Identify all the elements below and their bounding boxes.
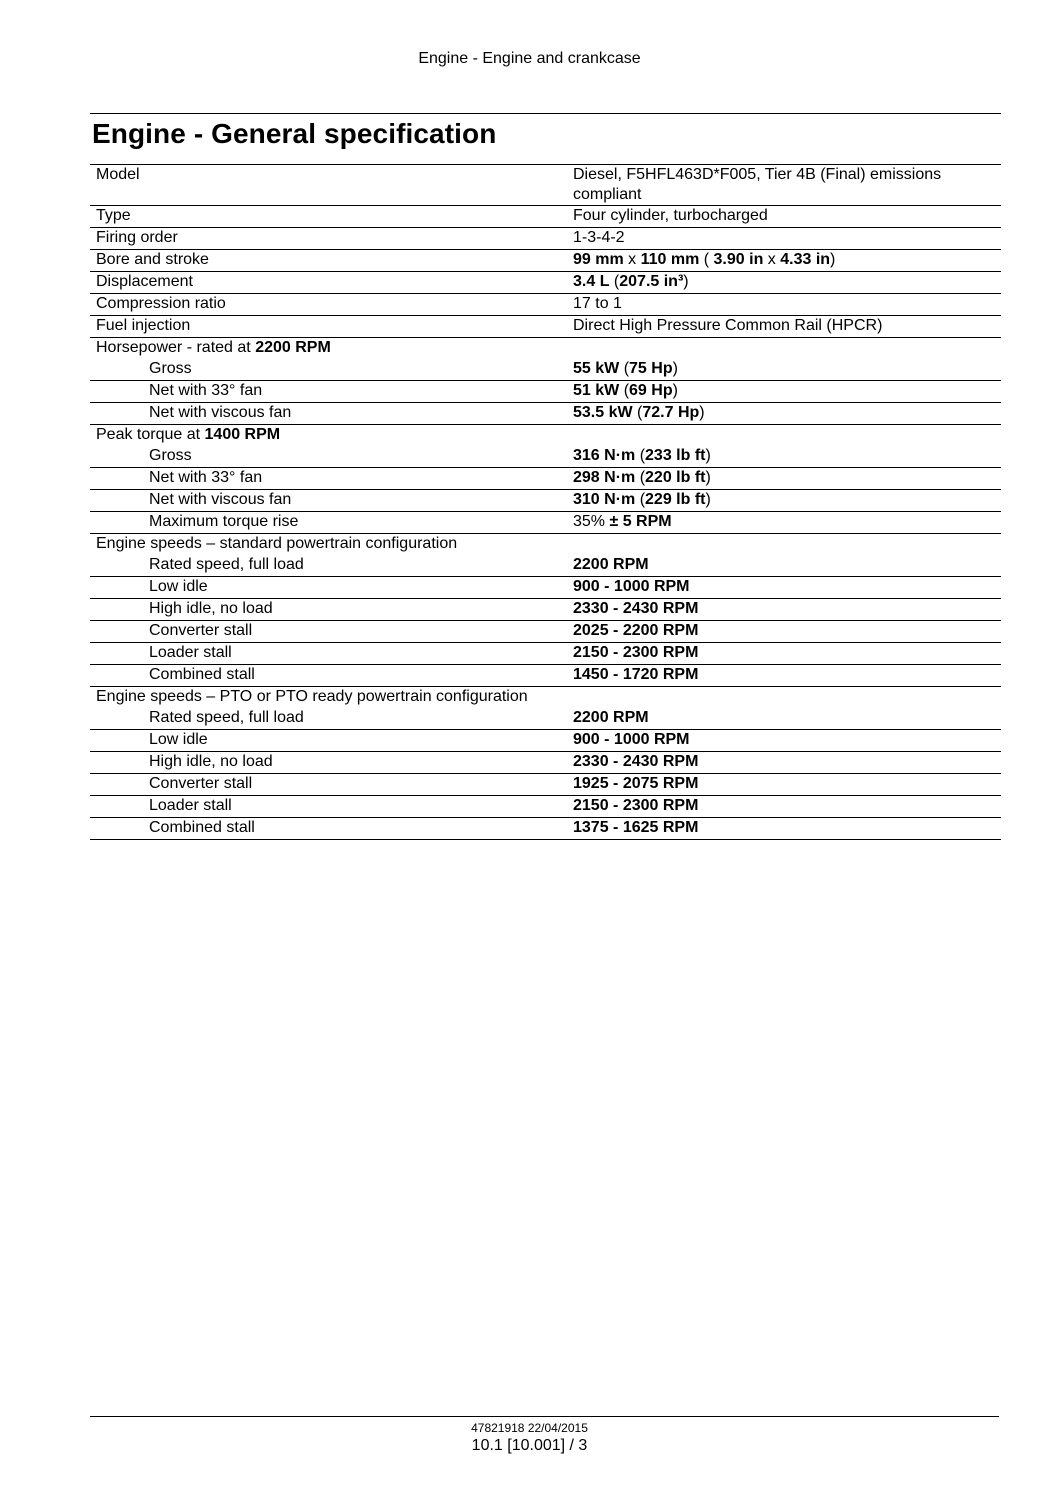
spec-value: 900 - 1000 RPM bbox=[573, 578, 690, 595]
title-rule bbox=[90, 113, 1001, 114]
table-row bbox=[90, 621, 1001, 643]
table-row bbox=[90, 468, 1001, 490]
spec-label: Net with viscous fan bbox=[149, 491, 292, 508]
table-row bbox=[90, 403, 1001, 425]
table-row bbox=[90, 165, 1001, 206]
spec-value: 51 kW (69 Hp) bbox=[573, 382, 678, 399]
spec-label: Net with viscous fan bbox=[149, 404, 292, 421]
table-row bbox=[90, 599, 1001, 621]
spec-label: Gross bbox=[149, 360, 192, 377]
group-label: Horsepower - rated at 2200 RPM bbox=[96, 339, 331, 356]
section-title: Engine - General specification bbox=[92, 118, 497, 149]
spec-label: Maximum torque rise bbox=[149, 513, 299, 530]
table-row bbox=[90, 272, 1001, 294]
table-row bbox=[90, 490, 1001, 512]
spec-label: Combined stall bbox=[149, 666, 255, 683]
footer-rule bbox=[90, 1416, 999, 1417]
spec-value: 99 mm x 110 mm ( 3.90 in x 4.33 in) bbox=[573, 251, 836, 268]
table-group-row bbox=[90, 534, 1001, 555]
group-label: Peak torque at 1400 RPM bbox=[96, 426, 281, 443]
table-row bbox=[90, 206, 1001, 228]
spec-value: 2200 RPM bbox=[573, 709, 649, 726]
spec-value: 1-3-4-2 bbox=[573, 229, 625, 246]
spec-value: Direct High Pressure Common Rail (HPCR) bbox=[573, 317, 883, 334]
spec-value: 1925 - 2075 RPM bbox=[573, 775, 699, 792]
spec-value: 2330 - 2430 RPM bbox=[573, 753, 699, 770]
spec-label: Rated speed, full load bbox=[149, 709, 304, 726]
spec-value: 310 N·m (229 lb ft) bbox=[573, 491, 711, 508]
group-label: Engine speeds – standard powertrain configuration bbox=[96, 535, 458, 552]
spec-value: 3.4 L (207.5 in³) bbox=[573, 273, 689, 290]
table-row bbox=[90, 577, 1001, 599]
table-row bbox=[90, 294, 1001, 316]
spec-value: 298 N·m (220 lb ft) bbox=[573, 469, 711, 486]
table-group-row bbox=[90, 425, 1001, 446]
spec-label: Net with 33° fan bbox=[149, 382, 263, 399]
spec-label: Loader stall bbox=[149, 797, 232, 814]
spec-value: 2200 RPM bbox=[573, 556, 649, 573]
spec-label: Compression ratio bbox=[96, 295, 226, 312]
spec-label: Low idle bbox=[149, 578, 208, 595]
spec-value: 2150 - 2300 RPM bbox=[573, 644, 699, 661]
table-row bbox=[90, 555, 1001, 577]
table-row bbox=[90, 774, 1001, 796]
spec-table bbox=[90, 164, 1001, 840]
spec-value: 900 - 1000 RPM bbox=[573, 731, 690, 748]
spec-label: Gross bbox=[149, 447, 192, 464]
page-reference: 10.1 [10.001] / 3 bbox=[471, 1437, 588, 1454]
spec-label: Type bbox=[96, 207, 131, 224]
table-row bbox=[90, 316, 1001, 338]
spec-label: Firing order bbox=[96, 229, 178, 246]
table-row bbox=[90, 250, 1001, 272]
spec-value: 53.5 kW (72.7 Hp) bbox=[573, 404, 705, 421]
spec-label: Rated speed, full load bbox=[149, 556, 304, 573]
table-row bbox=[90, 446, 1001, 468]
group-label: Engine speeds – PTO or PTO ready powertrain configuration bbox=[96, 688, 528, 705]
spec-label: Combined stall bbox=[149, 819, 255, 836]
spec-value: Four cylinder, turbocharged bbox=[573, 207, 768, 224]
spec-label: Displacement bbox=[96, 273, 193, 290]
table-row bbox=[90, 643, 1001, 665]
spec-value: 2150 - 2300 RPM bbox=[573, 797, 699, 814]
spec-value: 316 N·m (233 lb ft) bbox=[573, 447, 711, 464]
table-row bbox=[90, 818, 1001, 840]
spec-label: Model bbox=[96, 166, 140, 183]
spec-value: 1375 - 1625 RPM bbox=[573, 819, 699, 836]
spec-label: Converter stall bbox=[149, 622, 253, 639]
table-group-row bbox=[90, 338, 1001, 359]
table-row bbox=[90, 752, 1001, 774]
spec-value: 1450 - 1720 RPM bbox=[573, 666, 699, 683]
table-row bbox=[90, 512, 1001, 534]
spec-label: Low idle bbox=[149, 731, 208, 748]
table-row bbox=[90, 796, 1001, 818]
spec-value: Diesel, F5HFL463D*F005, Tier 4B (Final) emissions compliant bbox=[573, 166, 942, 203]
table-group-row bbox=[90, 687, 1001, 708]
spec-value: 2025 - 2200 RPM bbox=[573, 622, 699, 639]
table-row bbox=[90, 381, 1001, 403]
spec-label: Bore and stroke bbox=[96, 251, 209, 268]
page-header: Engine - Engine and crankcase bbox=[418, 50, 641, 67]
spec-label: Converter stall bbox=[149, 775, 253, 792]
table-row bbox=[90, 228, 1001, 250]
table-row bbox=[90, 708, 1001, 730]
spec-label: High idle, no load bbox=[149, 600, 273, 617]
spec-label: High idle, no load bbox=[149, 753, 273, 770]
spec-label: Net with 33° fan bbox=[149, 469, 263, 486]
spec-label: Loader stall bbox=[149, 644, 232, 661]
spec-value: 2330 - 2430 RPM bbox=[573, 600, 699, 617]
spec-value: 17 to 1 bbox=[573, 295, 622, 312]
table-row bbox=[90, 665, 1001, 687]
table-row bbox=[90, 359, 1001, 381]
table-row bbox=[90, 730, 1001, 752]
spec-label: Fuel injection bbox=[96, 317, 191, 334]
document-id: 47821918 22/04/2015 bbox=[471, 1421, 588, 1435]
spec-value: 35% ± 5 RPM bbox=[573, 513, 672, 530]
spec-value: 55 kW (75 Hp) bbox=[573, 360, 678, 377]
